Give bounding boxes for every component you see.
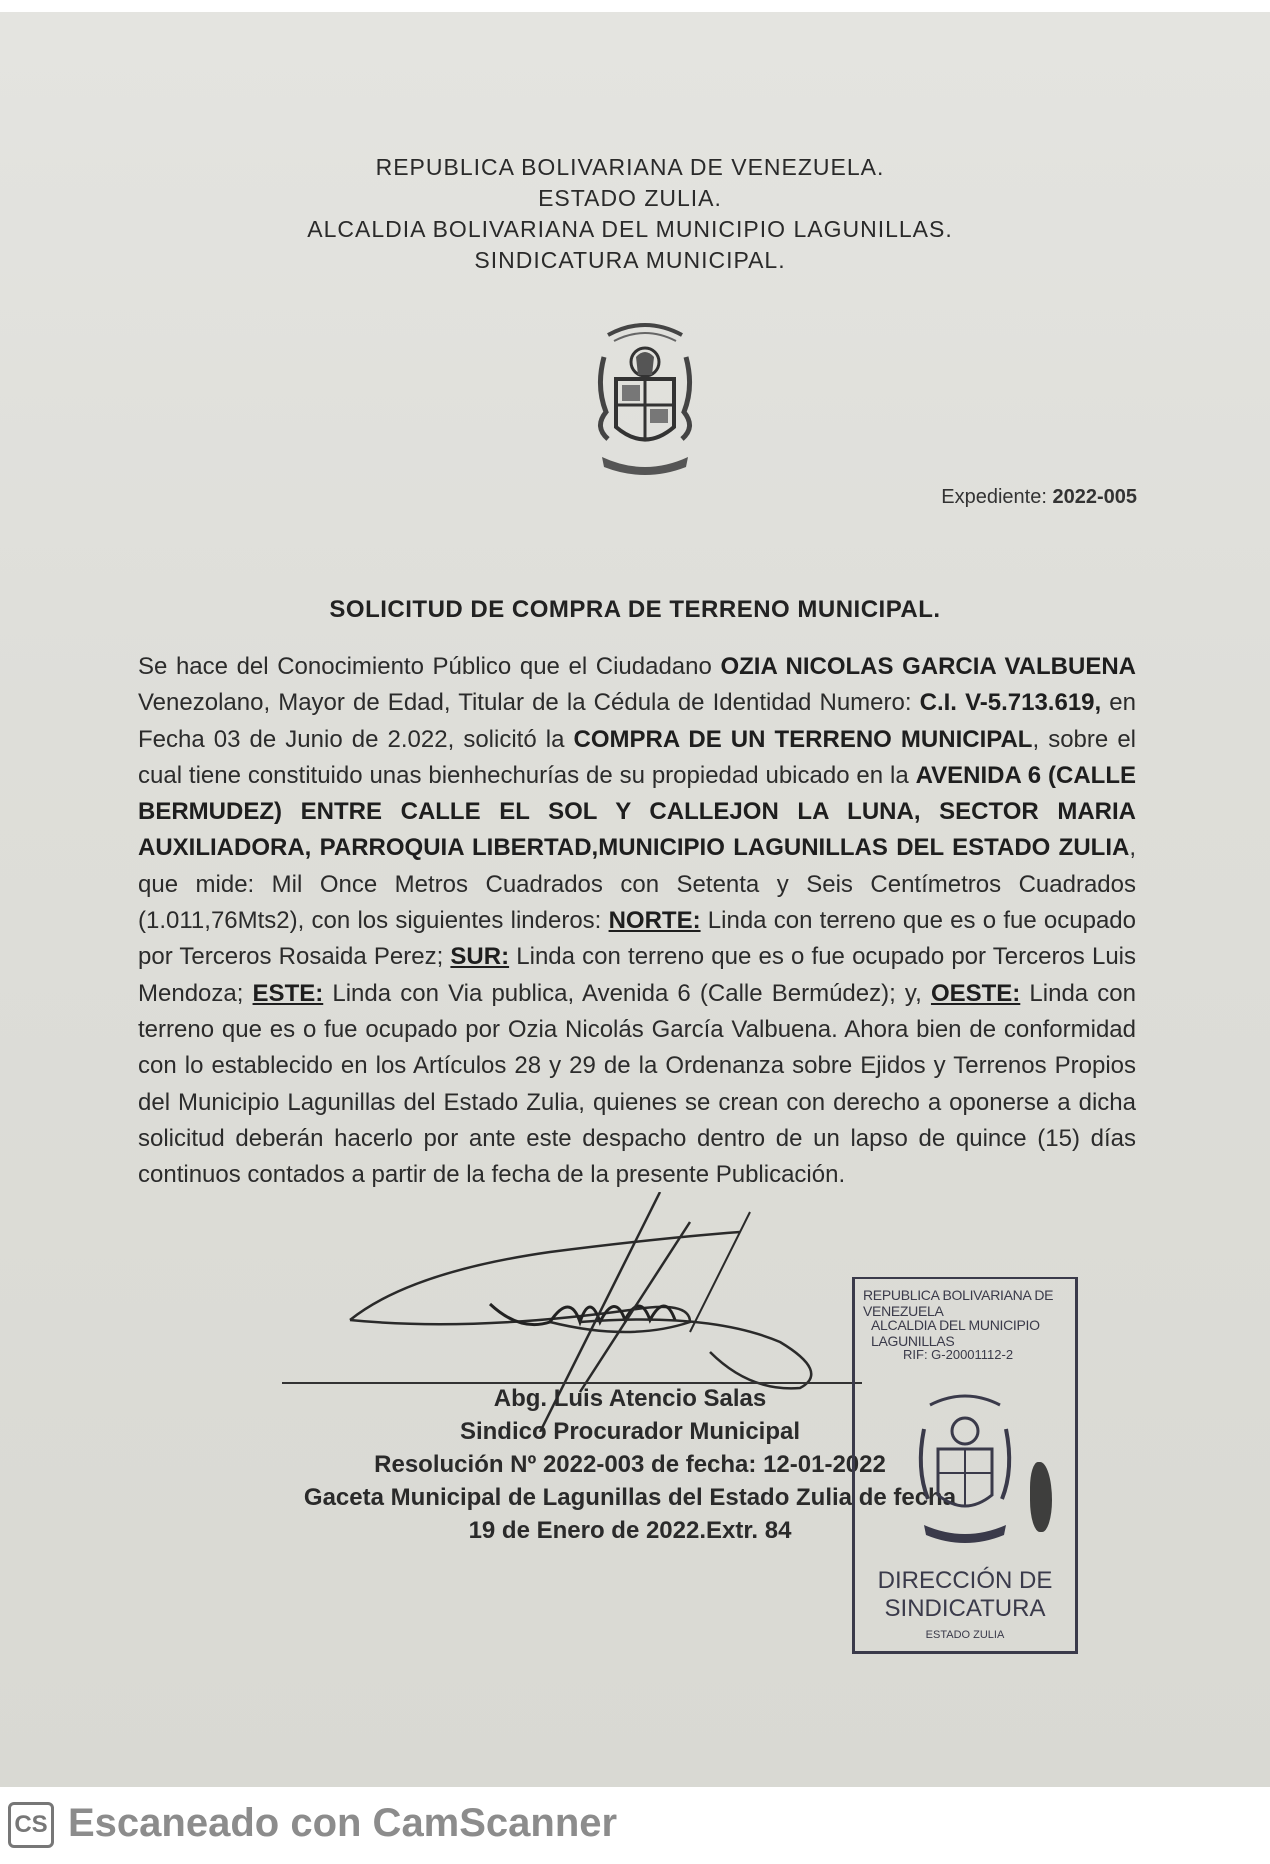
header-line-sindicatura: SINDICATURA MUNICIPAL.	[474, 247, 786, 273]
body-paragraph	[138, 649, 1136, 1193]
body-text: Linda con Via publica, Avenida 6 (Calle Bermúdez); y,	[323, 979, 931, 1007]
expediente-number: 2022-005	[1052, 486, 1137, 508]
body-text: , que mide: Mil Once Metros Cuadrados con Setenta y Seis Centímetros Cuadrados (1.011,76Mts2), con los siguientes linderos:	[138, 834, 1136, 935]
id-number: C.I. V-5.713.619,	[919, 689, 1102, 717]
stamp-direction-line2: SINDICATURA	[884, 1595, 1046, 1622]
citizen-name: OZIA NICOLAS GARCIA VALBUENA	[720, 653, 1136, 680]
expediente	[941, 486, 1137, 509]
stamp-state: ESTADO ZULIA	[925, 1629, 1005, 1641]
document-title: SOLICITUD DE COMPRA DE TERRENO MUNICIPAL.	[329, 596, 941, 623]
camscanner-brand-text: Escaneado con CamScanner	[68, 1801, 618, 1845]
header-line-state: ESTADO ZULIA.	[538, 185, 722, 211]
document-header	[0, 152, 1270, 276]
expediente-label: Expediente:	[941, 486, 1047, 508]
stamp-rif: RIF: G-20001112-2	[903, 1347, 1014, 1362]
stamp-line-alcaldia: ALCALDIA DEL MUNICIPIO LAGUNILLAS	[871, 1317, 1040, 1349]
boundary-north-label: NORTE:	[608, 907, 701, 935]
stamp-direction-line1: DIRECCIÓN DE	[877, 1567, 1053, 1594]
camscanner-logo-icon: CS	[8, 1802, 54, 1848]
signer-gazette-date: 19 de Enero de 2022.Extr. 84	[468, 1517, 792, 1544]
body-text: en Fecha 03 de Junio de 2.022, solicitó la	[138, 689, 1136, 753]
stamp-crest-icon	[910, 1389, 1020, 1549]
property-address: AVENIDA 6 (CALLE BERMUDEZ) ENTRE CALLE EL SOL Y CALLEJON LA LUNA, SECTOR MARIA AUXILIADORA, PARROQUIA LIBERTAD,MUNICIPIO LAGUNILLAS DEL ESTADO ZULIA	[138, 761, 1136, 862]
boundary-south-label: SUR:	[450, 943, 510, 971]
municipal-crest-icon	[586, 317, 704, 477]
boundary-east-label: ESTE:	[252, 979, 324, 1007]
signer-role: Sindico Procurador Municipal	[459, 1418, 801, 1445]
header-line-republic: REPUBLICA BOLIVARIANA DE VENEZUELA.	[375, 154, 885, 180]
body-text: , sobre el cual tiene constituido unas bienhechurías de su propiedad ubicado en la	[138, 725, 1136, 789]
body-text: Se hace del Conocimiento Público que el Ciudadano	[138, 653, 721, 680]
request-type: COMPRA DE UN TERRENO MUNICIPAL	[573, 725, 1033, 753]
body-text: Linda con terreno que es o fue ocupado por Terceros Rosaida Perez;	[138, 907, 1136, 971]
boundary-west-label: OESTE:	[930, 979, 1021, 1007]
scanner-watermark	[0, 1787, 1270, 1864]
body-text: Linda con terreno que es o fue ocupado por Terceros Luis Mendoza;	[138, 943, 1137, 1007]
body-text: Linda con terreno que es o fue ocupado por Ozia Nicolás García Valbuena. Ahora bien de conformidad con lo establecido en los Artículos 28 y 29 de la Ordenanza sobre Ejidos y Terrenos Propios del Municipio Lagunillas del Estado Zulia, quienes se crean con derecho a oponerse a dicha solicitud deberán hacerlo por ante este despacho dentro de un lapso de quince (15) días continuos contados a partir de la fecha de la presente Publicación.	[138, 979, 1136, 1189]
scanned-page	[0, 12, 1270, 1787]
signer-gazette: Gaceta Municipal de Lagunillas del Estado Zulia de fecha	[303, 1484, 957, 1511]
body-text: Venezolano, Mayor de Edad, Titular de la Cédula de Identidad Numero:	[138, 689, 920, 717]
stamp-direction	[855, 1567, 1075, 1623]
signer-name: Abg. Luis Atencio Salas	[493, 1385, 767, 1412]
header-line-alcaldia: ALCALDIA BOLIVARIANA DEL MUNICIPIO LAGUNILLAS.	[307, 216, 953, 242]
signer-resolution: Resolución Nº 2022-003 de fecha: 12-01-2022	[374, 1451, 886, 1478]
stamp-line-republic: REPUBLICA BOLIVARIANA DE VENEZUELA	[863, 1287, 1054, 1319]
